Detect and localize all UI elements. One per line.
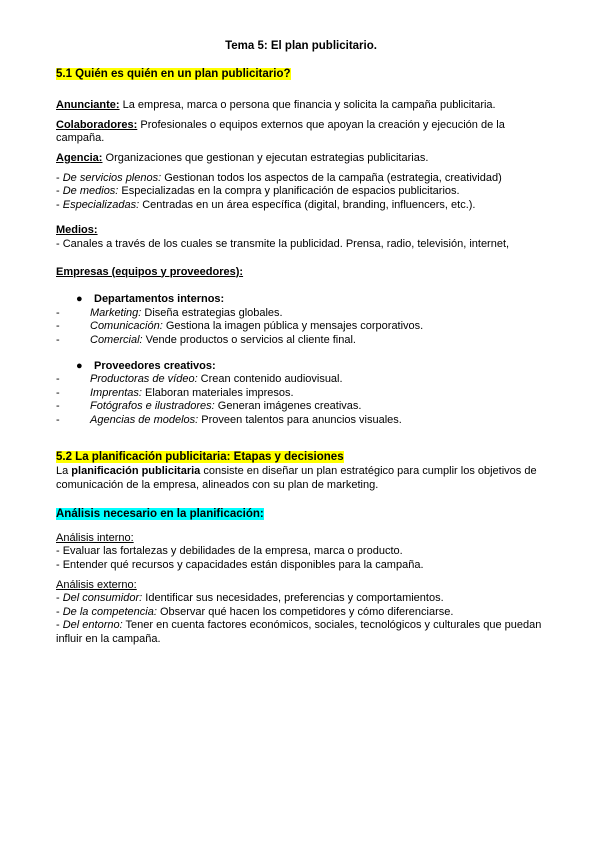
anunciante-paragraph: Anunciante: La empresa, marca o persona que financia y solicita la campaña publicitaria.: [56, 99, 496, 112]
internos-bullet: ● Departamentos internos:: [76, 293, 225, 306]
list-item: - Marketing: Diseña estrategias globales.: [56, 306, 283, 319]
creativos-bullet: ● Proveedores creativos:: [76, 359, 216, 372]
list-item: - Entender qué recursos y capacidades están disponibles para la campaña.: [56, 559, 424, 572]
bullet-icon: ●: [76, 293, 83, 306]
list-item: - Del entorno: Tener en cuenta factores económicos, sociales, tecnológicos y culturales que puedan influir en la campaña.: [56, 619, 542, 645]
document-title: Tema 5: El plan publicitario.: [225, 40, 377, 52]
empresas-heading: Empresas (equipos y proveedores):: [56, 265, 244, 278]
list-item: - De la competencia: Observar qué hacen los competidores y cómo diferenciarse.: [56, 605, 454, 618]
analisis-interno-label: Análisis interno:: [56, 531, 134, 544]
planificacion-intro: La planificación publicitaria consiste en diseñar un plan estratégico para cumplir los objetivos de comunicación de la empresa, alineados con su plan de marketing.: [56, 465, 537, 491]
bullet-icon: ●: [76, 359, 83, 372]
list-item: - Del consumidor: Identificar sus necesidades, preferencias y comportamientos.: [56, 592, 444, 605]
agency-types-list: [56, 172, 546, 213]
internos-list: [56, 307, 546, 348]
medios-text: - Canales a través de los cuales se transmite la publicidad. Prensa, radio, televisión, internet,: [56, 237, 510, 250]
creativos-list: [56, 373, 546, 427]
list-item: - Imprentas: Elaboran materiales impresos.: [56, 386, 294, 399]
list-item: - Agencias de modelos: Proveen talentos para anuncios visuales.: [56, 413, 402, 426]
list-item: - De servicios plenos: Gestionan todos los aspectos de la campaña (estrategia, creatividad): [56, 171, 502, 184]
list-item: - Especializadas: Centradas en un área específica (digital, branding, influencers, etc.).: [56, 198, 476, 211]
colaboradores-paragraph: Colaboradores: Profesionales o equipos externos que apoyan la creación y ejecución de la campaña.: [56, 118, 505, 145]
medios-heading: Medios:: [56, 224, 98, 237]
section-heading-5-2: 5.2 La planificación publicitaria: Etapas y decisiones: [56, 451, 344, 464]
list-item: - Productoras de vídeo: Crean contenido audiovisual.: [56, 373, 343, 386]
analisis-heading: Análisis necesario en la planificación:: [56, 508, 264, 521]
analisis-interno-list: [56, 545, 546, 572]
agencia-paragraph: Agencia: Organizaciones que gestionan y ejecutan estrategias publicitarias.: [56, 151, 429, 164]
analisis-externo-label: Análisis externo:: [56, 578, 137, 591]
document-page: [56, 40, 546, 647]
list-item: - Comunicación: Gestiona la imagen pública y mensajes corporativos.: [56, 320, 424, 333]
list-item: - Fotógrafos e ilustradores: Generan imágenes creativas.: [56, 400, 362, 413]
list-item: - Comercial: Vende productos o servicios al cliente final.: [56, 333, 356, 346]
list-item: - De medios: Especializadas en la compra y planificación de espacios publicitarios.: [56, 185, 460, 198]
analisis-externo-list: [56, 592, 546, 646]
section-heading-5-1: 5.1 Quién es quién en un plan publicitario?: [56, 67, 291, 80]
list-item: - Evaluar las fortalezas y debilidades de la empresa, marca o producto.: [56, 545, 403, 558]
